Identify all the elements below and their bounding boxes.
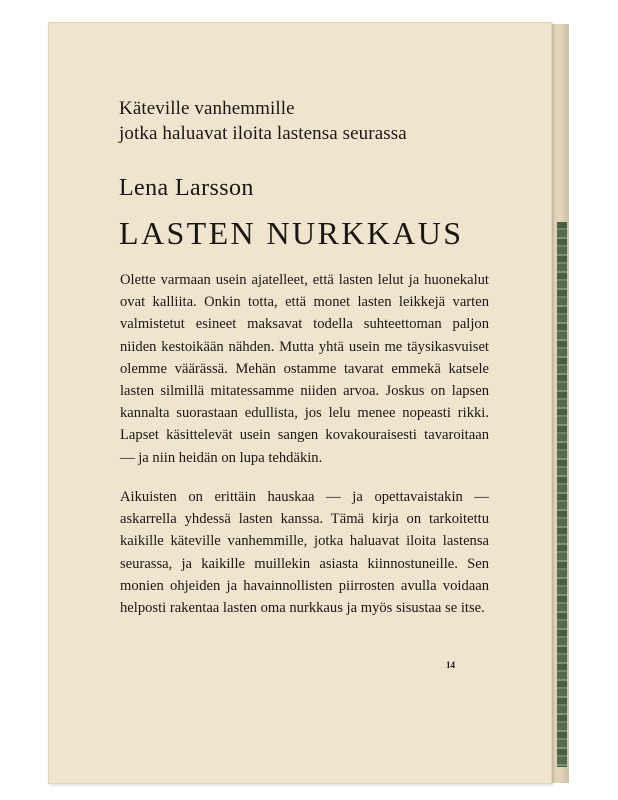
paragraph-1: Olette varmaan usein ajatelleet, että lasten lelut ja huonekalut ovat kalliita. Onkin totta, että monet lasten leikkejä varten valmistetut esineet maksavat todella suhteettoman paljon niiden kestoikään nähden. Mutta yhtä usein me täysikasvuiset olemme väärässä. Mehän ostamme tavarat emmekä katsele lasten silmillä mitatessamme niiden arvoa. Joskus on lapsen kannalta suorastaan edullista, jos lelu menee nopeasti rikki. Lapset käsittelevät usein sangen kovakouraisesti tavaroitaan — ja niin heidän on lupa tehdäkin. — [120, 272, 489, 466]
author-name: Lena Larsson — [119, 175, 254, 201]
subtitle-line-1: Käteville vanhemmille — [119, 98, 295, 119]
paragraph-2: Aikuisten on erittäin hauskaa — ja opettavaistakin — askarrella yhdessä lasten kanssa. Tämä kirja on tarkoitettu kaikille käteville vanhemmille, jotka haluavat iloita lastensa seurassa, ja kaikille muillekin asiasta kiinnostuneille. Sen monien ohjeiden ja havainnollisten piirrosten avulla voidaan helposti rakentaa lasten oma nurkkaus ja myös sisustaa se itse. — [120, 489, 489, 617]
cover-edge-strip — [557, 222, 567, 767]
page-number: 14 — [446, 660, 455, 670]
book-page — [48, 22, 552, 784]
subtitle-line-2: jotka haluavat iloita lastensa seurassa — [119, 123, 407, 144]
book-title: LASTEN NURKKAUS — [119, 215, 464, 251]
subtitle — [119, 96, 519, 146]
